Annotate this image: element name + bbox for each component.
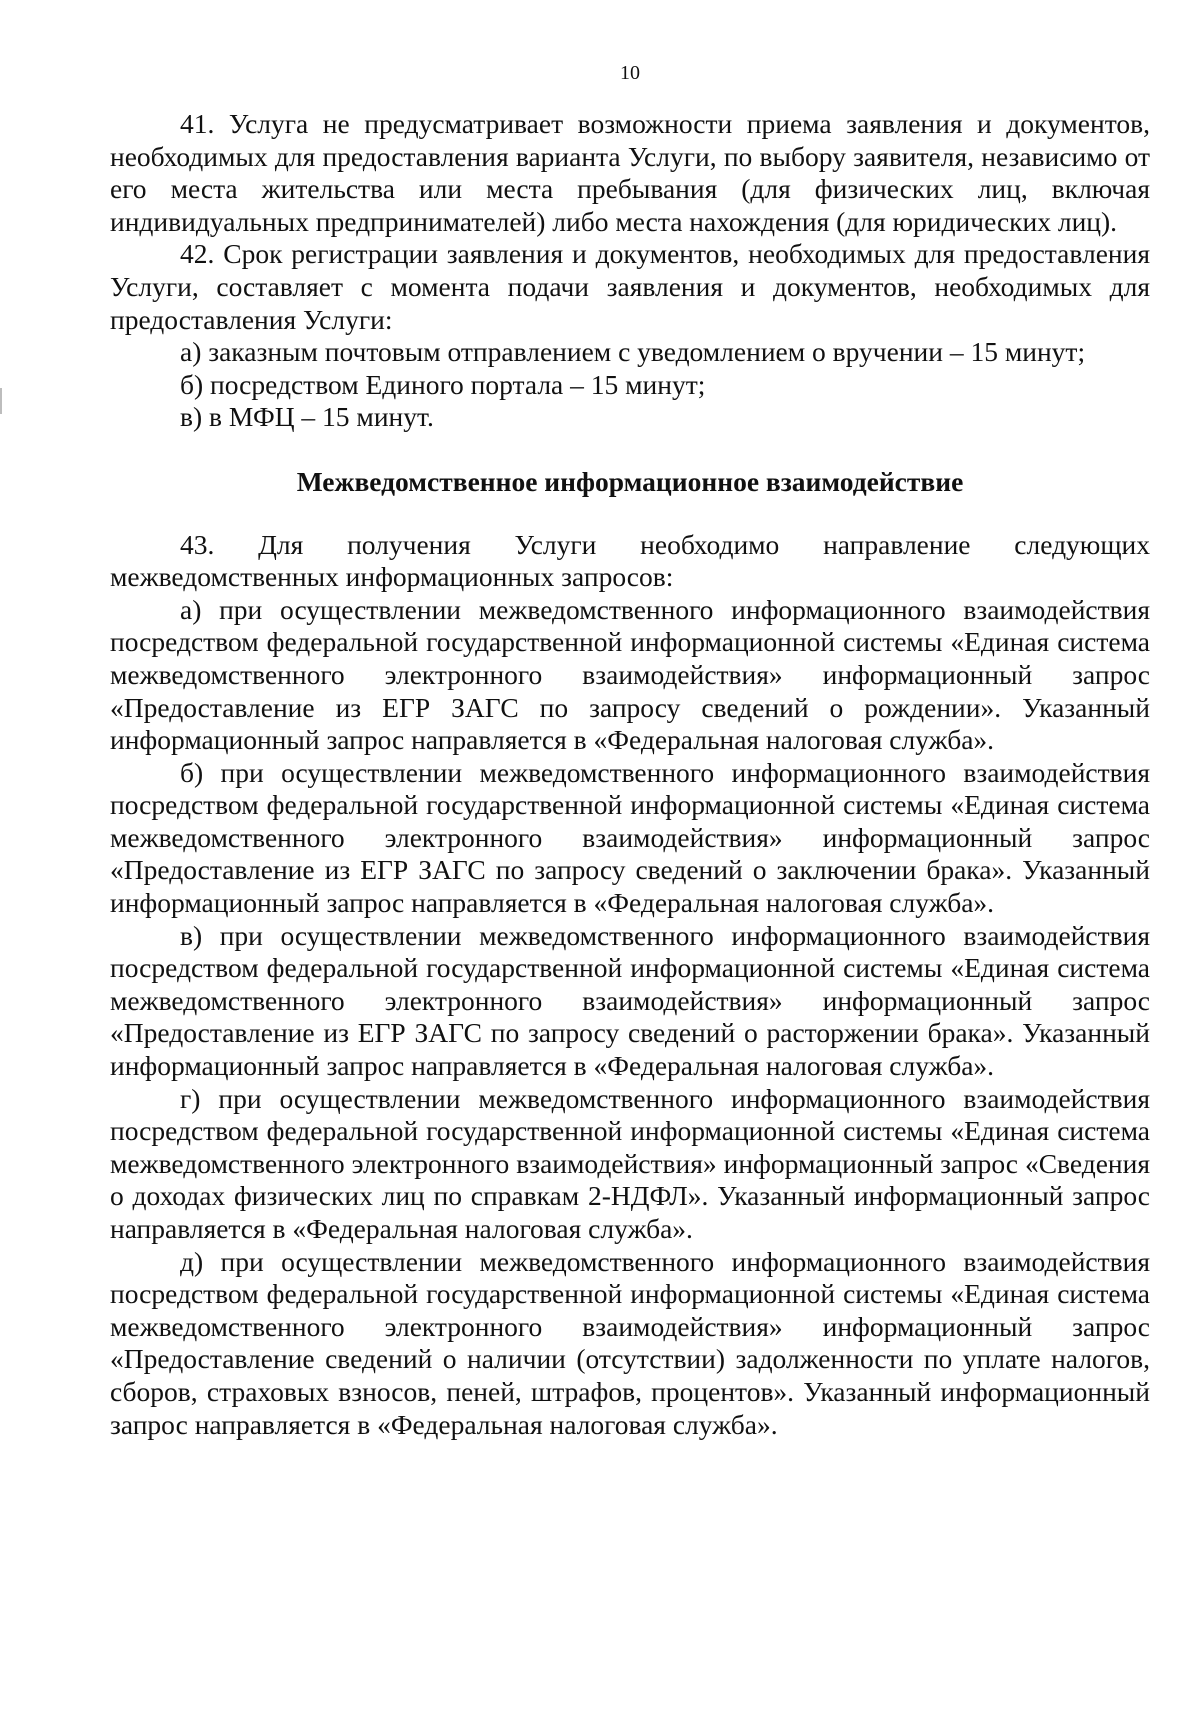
- paragraph-43: 43. Для получения Услуги необходимо направление следующих межведомственных информационных запросов:: [110, 528, 1150, 593]
- paragraph-43-item-v: в) при осуществлении межведомственного информационного взаимодействия посредством федеральной государственной информационной системы «Единая система межведомственного электронного взаимодействия» информационный запрос «Предоставление из ЕГР ЗАГС по запросу сведений о расторжении брака». Указанный информационный запрос направляется в «Федеральная налоговая служба».: [110, 919, 1150, 1082]
- page-number: 10: [620, 62, 640, 84]
- paragraph-42-item-b: б) посредством Единого портала – 15 минут;: [180, 368, 706, 400]
- paragraph-41: 41. Услуга не предусматривает возможности приема заявления и документов, необходимых для предоставления варианта Услуги, по выбору заявителя, независимо от его места жительства или места пребывания (для физических лиц, включая индивидуальных предпринимателей) либо места нахождения (для юридических лиц).: [110, 108, 1150, 237]
- document-body: [110, 108, 1150, 1441]
- paragraph-43-item-g: г) при осуществлении межведомственного информационного взаимодействия посредством федеральной государственной информационной системы «Единая система межведомственного электронного взаимодействия» информационный запрос «Сведения о доходах физических лиц по справкам 2-НДФЛ». Указанный информационный запрос направляется в «Федеральная налоговая служба».: [110, 1082, 1150, 1244]
- section-heading: Межведомственное информационное взаимодействие: [296, 465, 964, 497]
- paragraph-43-item-d: д) при осуществлении межведомственного информационного взаимодействия посредством федеральной государственной информационной системы «Единая система межведомственного электронного взаимодействия» информационный запрос «Предоставление сведений о наличии (отсутствии) задолженности по уплате налогов, сборов, страховых взносов, пеней, штрафов, процентов». Указанный информационный запрос направляется в «Федеральная налоговая служба».: [110, 1245, 1150, 1440]
- paragraph-42-item-v: в) в МФЦ – 15 минут.: [180, 401, 434, 433]
- scan-margin-mark: [0, 388, 2, 414]
- paragraph-43-item-a: а) при осуществлении межведомственного информационного взаимодействия посредством федеральной государственной информационной системы «Единая система межведомственного электронного взаимодействия» информационный запрос «Предоставление из ЕГР ЗАГС по запросу сведений о рождении». Указанный информационный запрос направляется в «Федеральная налоговая служба».: [110, 593, 1150, 756]
- paragraph-43-item-b: б) при осуществлении межведомственного информационного взаимодействия посредством федеральной государственной информационной системы «Единая система межведомственного электронного взаимодействия» информационный запрос «Предоставление из ЕГР ЗАГС по запросу сведений о заключении брака». Указанный информационный запрос направляется в «Федеральная налоговая служба».: [110, 756, 1150, 919]
- paragraph-42-item-a: а) заказным почтовым отправлением с уведомлением о вручении – 15 минут;: [180, 336, 1086, 368]
- paragraph-42: 42. Срок регистрации заявления и документов, необходимых для предоставления Услуги, составляет с момента подачи заявления и документов, необходимых для предоставления Услуги:: [110, 238, 1150, 335]
